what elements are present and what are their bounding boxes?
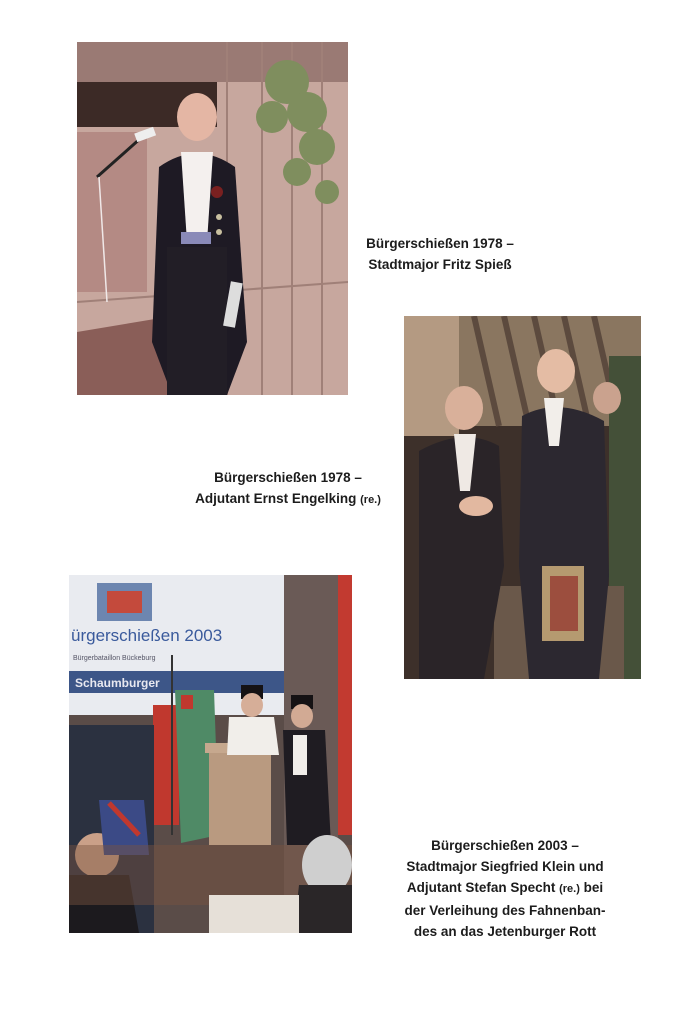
caption-2-line-1: Bürgerschießen 1978 – <box>214 470 362 485</box>
caption-1978-adjutant <box>170 467 406 511</box>
caption-3-line-3 <box>385 877 625 900</box>
caption-3-line-3-main: Adjutant Stefan Specht <box>406 880 556 895</box>
caption-3-line-1: Bürgerschießen 2003 – <box>431 838 579 853</box>
photo-adjutant-ernst-engelking <box>404 316 641 679</box>
photo-stadtmajor-fritz-spiess <box>77 42 348 395</box>
caption-2-line-2 <box>170 488 406 511</box>
banner-title: ürgerschießen 2003 <box>71 626 223 645</box>
banner-lower: Schaumburger <box>75 676 160 690</box>
banner-subtitle: Bürgerbataillon Bückeburg <box>73 655 156 662</box>
caption-3-line-2: Stadtmajor Siegfried Klein und <box>406 859 604 874</box>
caption-1978-stadtmajor <box>348 233 532 275</box>
caption-3-line-3-suffix: (re.) <box>559 883 580 895</box>
caption-3-line-5: des an das Jetenburger Rott <box>413 924 597 939</box>
caption-2003 <box>385 835 625 942</box>
caption-1-line-2: Stadtmajor Fritz Spieß <box>368 257 512 272</box>
caption-2-line-2-suffix: (re.) <box>360 494 381 506</box>
caption-1-line-1: Bürgerschießen 1978 – <box>366 236 514 251</box>
caption-3-line-3-end: bei <box>583 880 604 895</box>
caption-2-line-2-main: Adjutant Ernst Engelking <box>195 491 357 506</box>
photo-buergerschiessen-2003 <box>69 575 352 933</box>
caption-3-line-4: der Verleihung des Fahnenban- <box>404 903 606 918</box>
